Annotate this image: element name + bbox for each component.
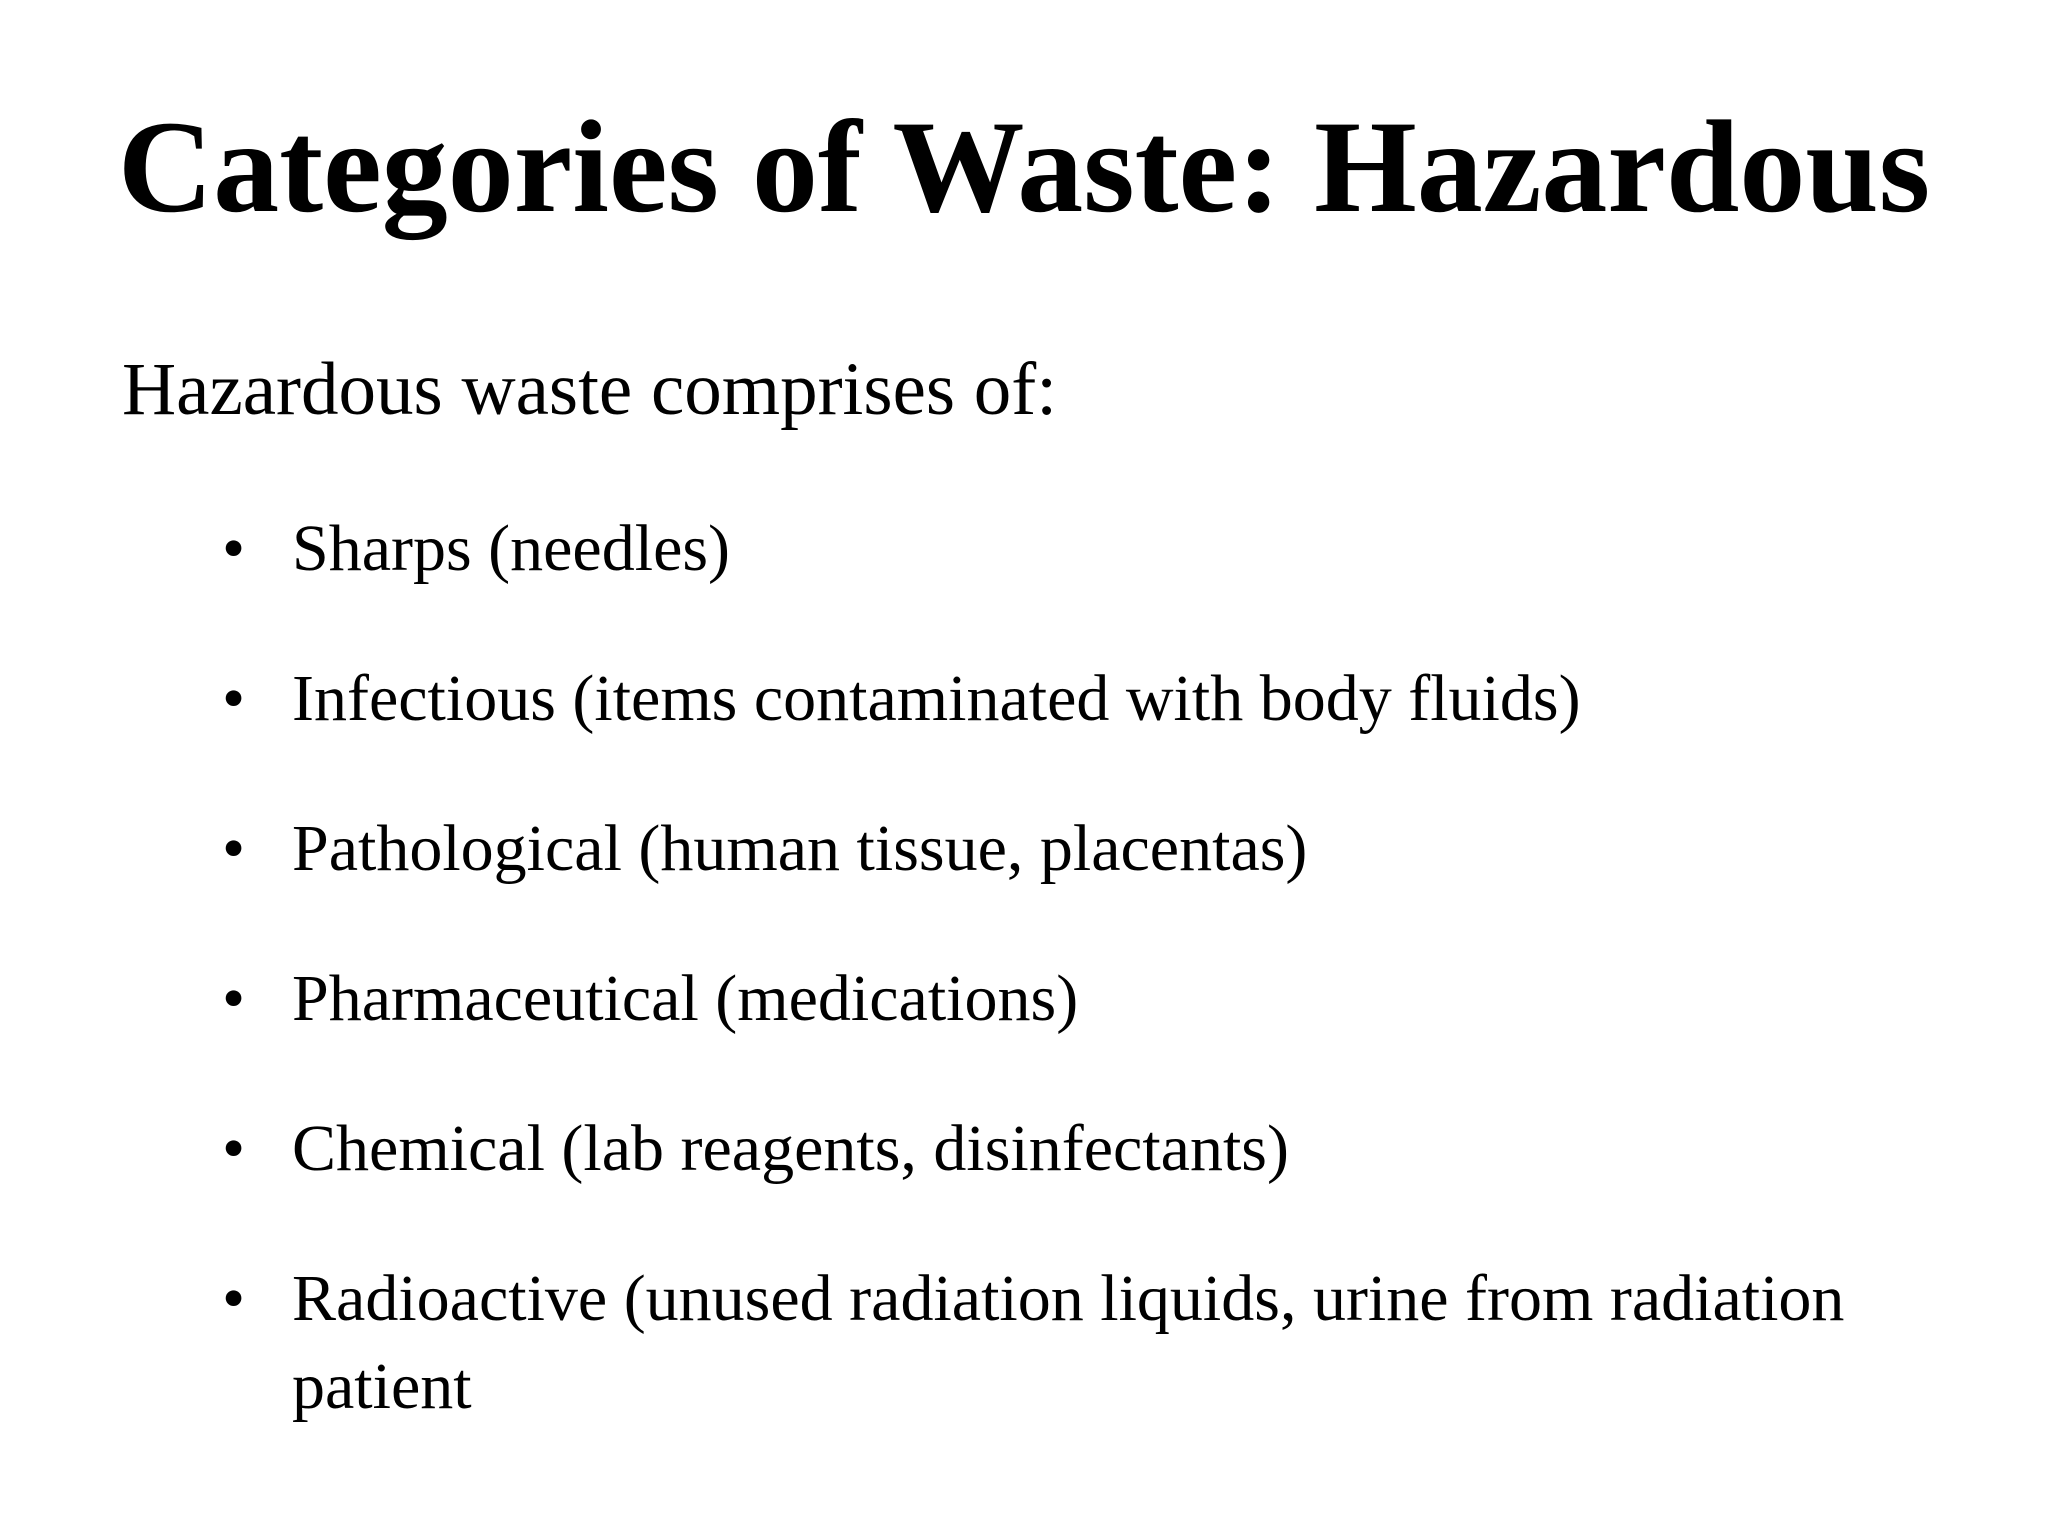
bullet-marker: • [222,812,246,885]
bullet-list [0,505,2048,1493]
bullet-item-radioactive [0,1255,2048,1431]
bullet-text: Infectious (items contaminated with body fluids) [292,662,1581,735]
bullet-item-pathological [0,805,2048,893]
bullet-item-chemical [0,1105,2048,1193]
bullet-item-pharmaceutical [0,955,2048,1043]
bullet-text: Chemical (lab reagents, disinfectants) [292,1112,1289,1185]
intro-text: Hazardous waste comprises of: [122,348,1058,431]
slide-title: Categories of Waste: Hazardous [117,93,1931,240]
bullet-text: Sharps (needles) [292,512,731,585]
bullet-text: Pharmaceutical (medications) [292,962,1079,1035]
bullet-item-sharps [0,505,2048,593]
bullet-text: Radioactive (unused radiation liquids, urine from radiation patient [292,1262,1845,1423]
bullet-marker: • [222,512,246,585]
bullet-marker: • [222,962,246,1035]
bullet-marker: • [222,662,246,735]
bullet-marker: • [222,1262,246,1335]
bullet-marker: • [222,1112,246,1185]
bullet-text: Pathological (human tissue, placentas) [292,812,1308,885]
bullet-item-infectious [0,655,2048,743]
